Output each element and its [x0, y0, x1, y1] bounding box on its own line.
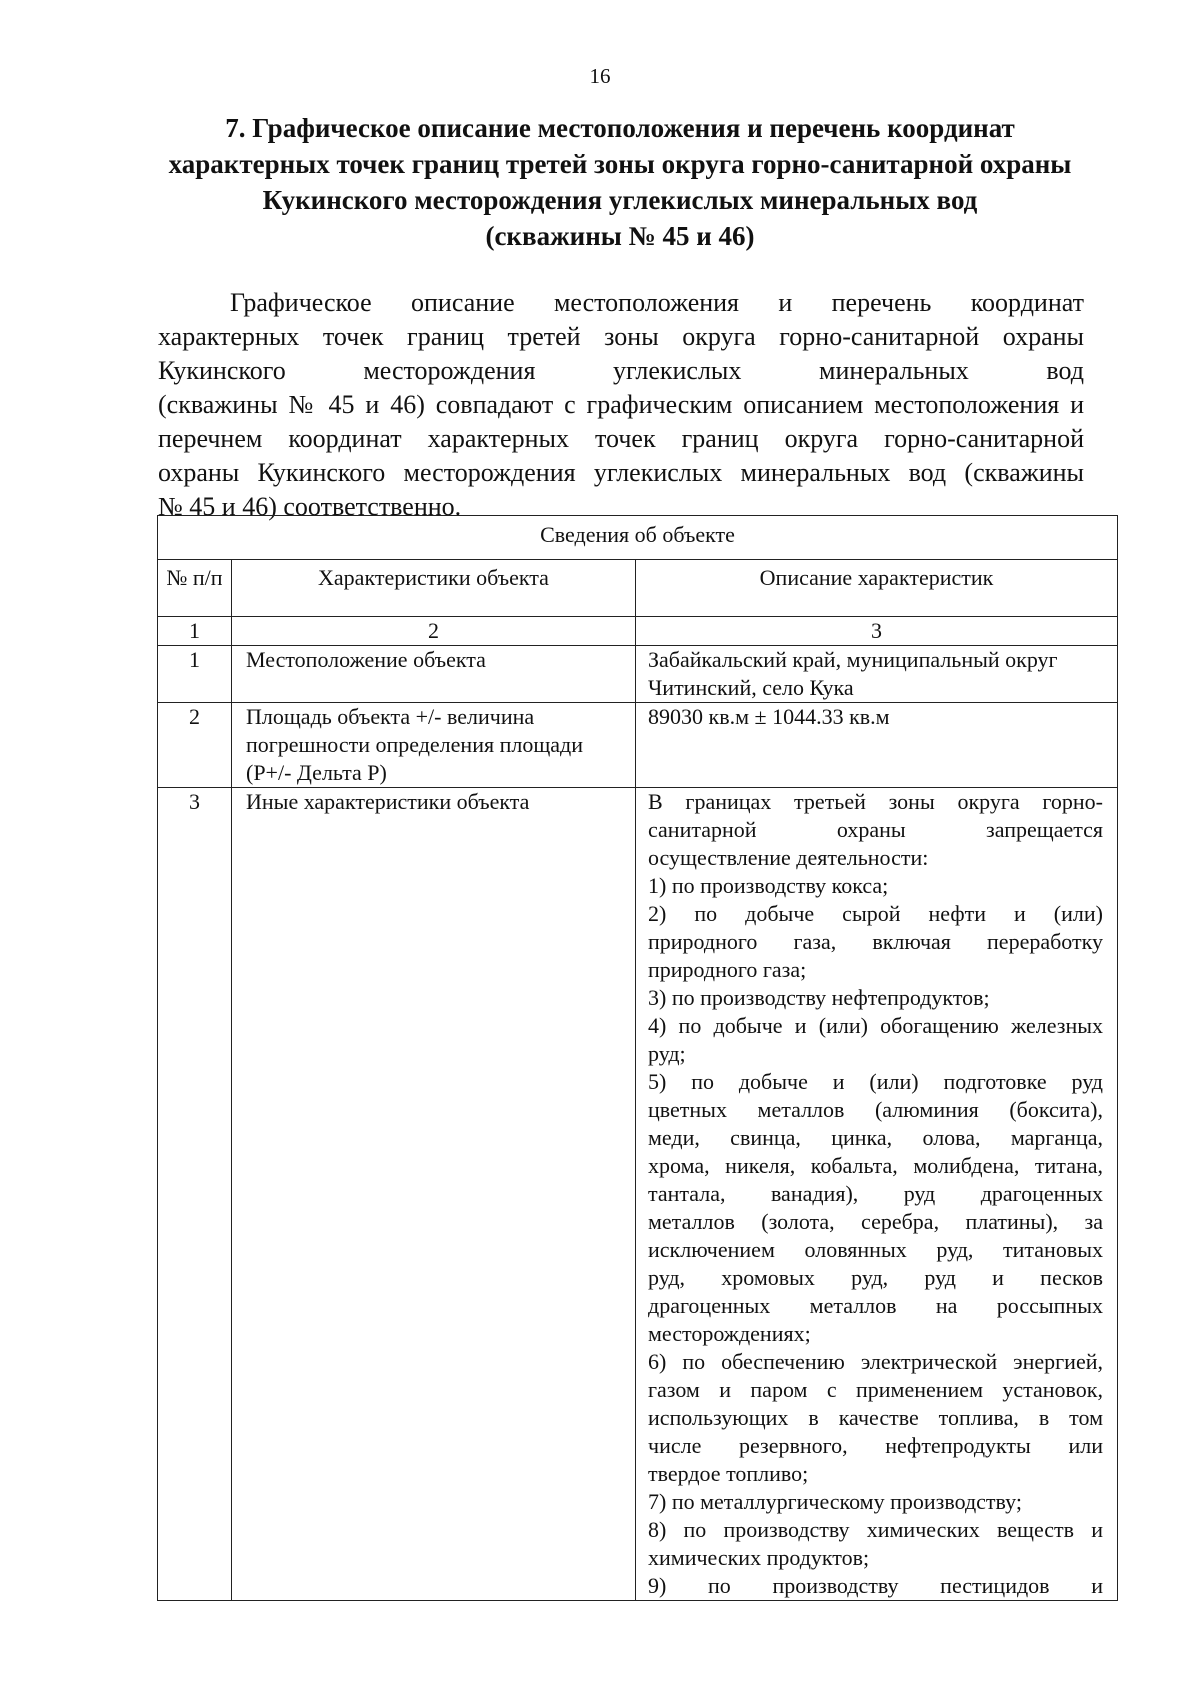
- paragraph-line: Кукинского месторождения углекислых минеральных вод: [158, 356, 1084, 385]
- description-line: драгоценных металлов на россыпных: [648, 1293, 1103, 1318]
- column-number: 3: [636, 617, 1118, 646]
- description-line: тантала, ванадия), руд драгоценных: [648, 1181, 1103, 1206]
- description-line: химических продуктов;: [648, 1545, 870, 1570]
- column-number: 1: [158, 617, 232, 646]
- header-description: Описание характеристик: [636, 560, 1118, 617]
- description-line: 1) по производству кокса;: [648, 873, 889, 898]
- row-number: 2: [158, 703, 232, 788]
- paragraph-line: Графическое описание местоположения и перечень координат: [230, 288, 1084, 317]
- characteristic-line: погрешности определения площади: [246, 732, 584, 757]
- table-row: [158, 788, 1118, 1601]
- paragraph-line: охраны Кукинского месторождения углекислых минеральных вод (скважины: [158, 458, 1084, 487]
- row-number: 1: [158, 646, 232, 703]
- description-line: 2) по добыче сырой нефти и (или): [648, 901, 1103, 926]
- heading-line: характерных точек границ третей зоны округа горно-санитарной охраны: [168, 149, 1072, 179]
- description-line: использующих в качестве топлива, в том: [648, 1405, 1103, 1430]
- row-characteristic: Иные характеристики объекта: [232, 788, 636, 1601]
- heading-line: (скважины № 45 и 46): [485, 221, 755, 251]
- description-line: природного газа;: [648, 957, 807, 982]
- header-num: № п/п: [158, 560, 232, 617]
- table-header-row: [158, 560, 1118, 617]
- row-description: [636, 788, 1118, 1601]
- paragraph-line: (скважины № 45 и 46) совпадают с графическим описанием местоположения и: [158, 390, 1084, 419]
- description-line: 3) по производству нефтепродуктов;: [648, 985, 990, 1010]
- table-title-row: [158, 516, 1118, 560]
- description-line: 6) по обеспечению электрической энергией,: [648, 1349, 1103, 1374]
- row-description: [636, 646, 1118, 703]
- row-number: 3: [158, 788, 232, 1601]
- description-line: цветных металлов (алюминия (боксита),: [648, 1097, 1103, 1122]
- description-line: Забайкальский край, муниципальный округ: [648, 647, 1058, 672]
- characteristic-line: Площадь объекта +/- величина: [246, 704, 535, 729]
- heading-line: 7. Графическое описание местоположения и перечень координат: [225, 113, 1015, 143]
- description-line: руд, хромовых руд, руд и песков: [648, 1265, 1103, 1290]
- heading-line: Кукинского месторождения углекислых минеральных вод: [262, 185, 978, 215]
- description-line: 8) по производству химических веществ и: [648, 1517, 1103, 1542]
- description-line: осуществление деятельности:: [648, 845, 929, 870]
- description-line: меди, свинца, цинка, олова, марганца,: [648, 1125, 1103, 1150]
- header-characteristics: Характеристики объекта: [232, 560, 636, 617]
- description-line: 5) по добыче и (или) подготовке руд: [648, 1069, 1103, 1094]
- paragraph-line: характерных точек границ третей зоны округа горно-санитарной охраны: [158, 322, 1084, 351]
- description-line: руд;: [648, 1041, 686, 1066]
- description-line: исключением оловянных руд, титановых: [648, 1237, 1103, 1262]
- description-line: Читинский, село Кука: [648, 675, 854, 700]
- paragraph-line: перечнем координат характерных точек границ округа горно-санитарной: [158, 424, 1084, 453]
- row-characteristic: Местоположение объекта: [232, 646, 636, 703]
- description-line: числе резервного, нефтепродукты или: [648, 1433, 1103, 1458]
- description-line: месторождениях;: [648, 1321, 811, 1346]
- row-description: 89030 кв.м ± 1044.33 кв.м: [636, 703, 1118, 788]
- description-line: металлов (золота, серебра, платины), за: [648, 1209, 1103, 1234]
- column-number-row: [158, 617, 1118, 646]
- table-row: [158, 703, 1118, 788]
- description-line: 9) по производству пестицидов и: [648, 1573, 1103, 1598]
- description-line: твердое топливо;: [648, 1461, 809, 1486]
- description-line: 4) по добыче и (или) обогащению железных: [648, 1013, 1103, 1038]
- body-paragraph: [158, 286, 1084, 524]
- characteristic-line: (Р+/- Дельта Р): [246, 760, 387, 785]
- description-line: хрома, никеля, кобальта, молибдена, титана,: [648, 1153, 1103, 1178]
- table-row: [158, 646, 1118, 703]
- description-line: газом и паром с применением установок,: [648, 1377, 1103, 1402]
- description-line: В границах третьей зоны округа горно-: [648, 789, 1103, 814]
- paragraph-line: № 45 и 46) соответственно.: [158, 492, 462, 521]
- description-line: природного газа, включая переработку: [648, 929, 1103, 954]
- description-line: 7) по металлургическому производству;: [648, 1489, 1022, 1514]
- section-heading: [150, 110, 1090, 254]
- description-line: санитарной охраны запрещается: [648, 817, 1103, 842]
- row-characteristic: [232, 703, 636, 788]
- column-number: 2: [232, 617, 636, 646]
- object-info-table: [157, 515, 1118, 1601]
- table-title: Сведения об объекте: [158, 516, 1118, 560]
- page-number: 16: [589, 64, 611, 88]
